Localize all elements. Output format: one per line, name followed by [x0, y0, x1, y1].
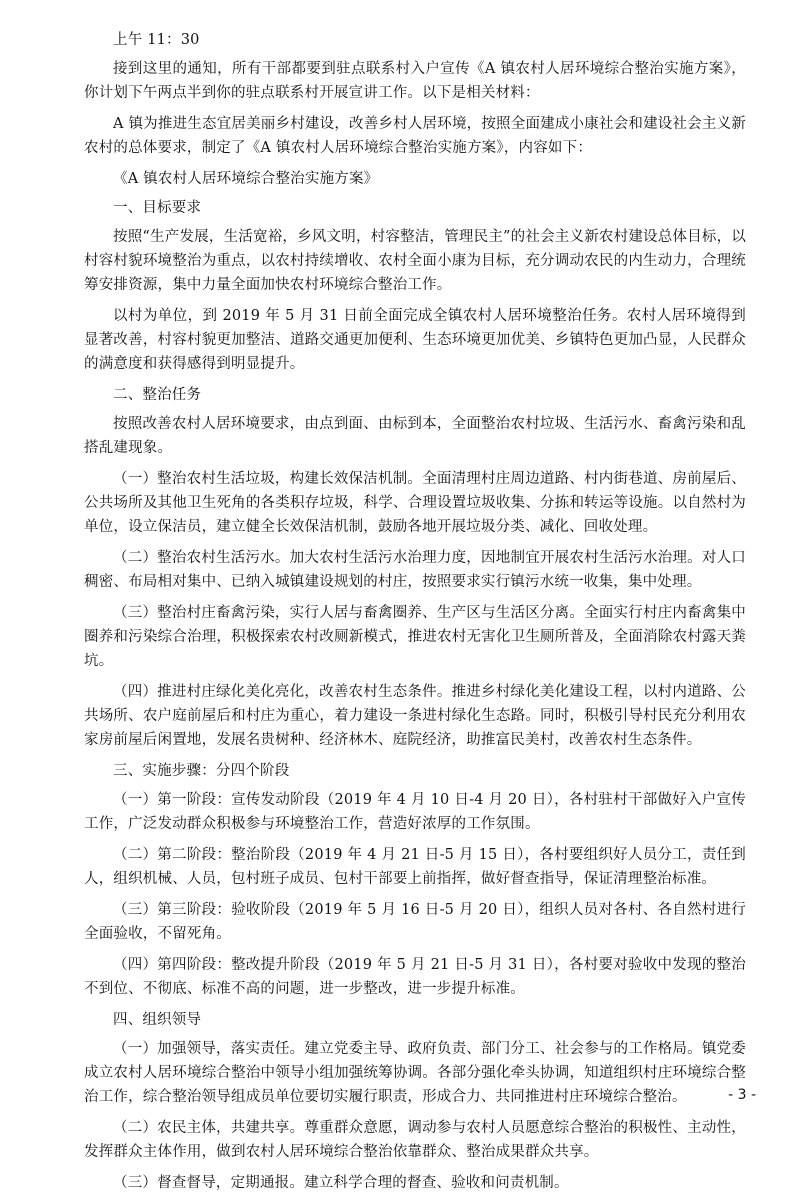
paragraph: 接到这里的通知，所有干部都要到驻点联系村入户宣传《A 镇农村人居环境综合整治实施方案》，你计划下午两点半到你的驻点联系村开展宣讲工作。以下是相关材料： — [84, 61, 746, 101]
paragraph: 以村为单位，到 2019 年 5 月 31 日前全面完成全镇农村人居环境整治任务。农村人居环境得到显著改善，村容村貌更加整洁、道路交通更加便利、生态环境更加优美、乡镇特色更加凸显，人民群众的满意度和获得感得到明显提升。 — [84, 308, 746, 372]
plan-title: 《A 镇农村人居环境综合整治实施方案》 — [113, 171, 379, 187]
paragraph: 按照“生产发展，生活宽裕，乡风文明，村容整洁，管理民主”的社会主义新农村建设总体目标，以村容村貌环境整治为重点，以农村持续增收、农村全面小康为目标，充分调动农民的内生动力，合理统筹安排资源，集中力量全面加快农村环境综合整治工作。 — [84, 229, 746, 293]
paragraph: （四）第四阶段：整改提升阶段（2019 年 5 月 21 日-5 月 31 日），各村要对验收中发现的整治不到位、不彻底、标准不高的问题，进一步整改，进一步提升标准。 — [84, 957, 746, 997]
paragraph: 按照改善农村人居环境要求，由点到面、由标到本，全面整治农村垃圾、生活污水、畜禽污染和乱搭乱建现象。 — [84, 416, 746, 456]
paragraph: （三）整治村庄畜禽污染，实行人居与畜禽圈养、生产区与生活区分离。全面实行村庄内畜禽集中圈养和污染综合治理，积极探索农村改厕新模式，推进农村无害化卫生厕所普及，全面消除农村露天粪坑。 — [84, 605, 746, 669]
section-heading: 三、实施步骤：分四个阶段 — [113, 763, 290, 779]
page-number: - 3 - — [728, 1087, 756, 1103]
paragraph: （四）推进村庄绿化美化亮化，改善农村生态条件。推进乡村绿化美化建设工程，以村内道路、公共场所、农户庭前屋后和村庄为重心，着力建设一条进村绿化生态路。同时，积极引导村民充分利用农家房前屋后闲置地，发展名贵树种、经济林木、庭院经济，助推富民美村，改善农村生态条件。 — [84, 684, 746, 748]
paragraph: A 镇为推进生态宜居美丽乡村建设，改善乡村人居环境，按照全面建成小康社会和建设社会主义新农村的总体要求，制定了《A 镇农村人居环境综合整治实施方案》，内容如下： — [84, 116, 746, 156]
section-heading: 二、整治任务 — [113, 387, 202, 403]
timestamp: 上午 11：30 — [113, 32, 200, 48]
paragraph: （一）加强领导，落实责任。建立党委主导、政府负责、部门分工、社会参与的工作格局。镇党委成立农村人居环境综合整治中领导小组加强统筹协调。各部分强化牵头协调，知道组织村庄环境综合整治工作，综合整治领导组成员单位要切实履行职责，形成合力、共同推进村庄环境综合整治。 — [84, 1041, 746, 1105]
section-heading: 一、目标要求 — [113, 200, 202, 216]
paragraph: （二）第二阶段：整治阶段（2019 年 4 月 21 日-5 月 15 日），各村要组织好人员分工，责任到人，组织机械、人员，包村班子成员、包村干部要上前指挥，做好督查指导，保证清理整治标准。 — [84, 847, 746, 887]
paragraph: （三）第三阶段：验收阶段（2019 年 5 月 16 日-5 月 20 日），组织人员对各村、各自然村进行全面验收，不留死角。 — [84, 902, 746, 942]
paragraph: （一）整治农村生活垃圾，构建长效保洁机制。全面清理村庄周边道路、村内街巷道、房前屋后、公共场所及其他卫生死角的各类积存垃圾，科学、合理设置垃圾收集、分拣和转运等设施。以自然村为单位，设立保洁员，建立健全长效保洁机制，鼓励各地开展垃圾分类、减化、回收处理。 — [84, 471, 746, 535]
document-body — [84, 28, 746, 1202]
section-heading: 四、组织领导 — [113, 1012, 202, 1028]
paragraph: （三）督查督导，定期通报。建立科学合理的督查、验收和问责机制。 — [113, 1175, 569, 1191]
paragraph: （一）第一阶段：宣传发动阶段（2019 年 4 月 10 日-4 月 20 日），各村驻村干部做好入户宣传工作，广泛发动群众积极参与环境整治工作，营造好浓厚的工作氛围。 — [84, 792, 746, 832]
paragraph: （二）农民主体，共建共享。尊重群众意愿，调动参与农村人员愿意综合整治的积极性、主动性，发挥群众主体作用，做到农村人居环境综合整治依靠群众、整治成果群众共享。 — [84, 1120, 746, 1160]
paragraph: （二）整治农村生活污水。加大农村生活污水治理力度，因地制宜开展农村生活污水治理。对人口稠密、布局相对集中、已纳入城镇建设规划的村庄，按照要求实行镇污水统一收集，集中处理。 — [84, 550, 746, 590]
